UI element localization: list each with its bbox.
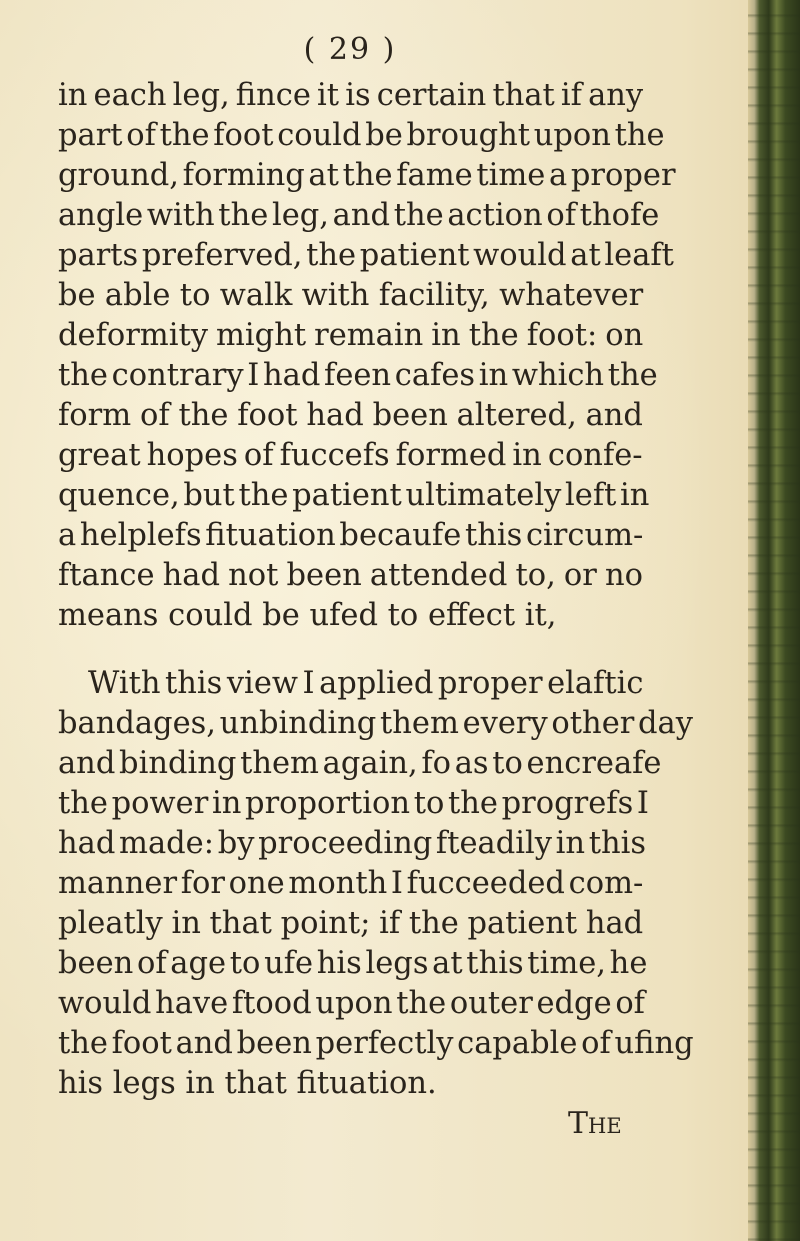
text-line: a helplefs fituation becaufe this circum- bbox=[58, 518, 644, 553]
text-line: quence, but the patient ultimately left in bbox=[58, 478, 650, 513]
text-line: be able to walk with facility, whatever bbox=[58, 278, 644, 313]
text-line: had made: by proceeding fteadily in this bbox=[58, 826, 647, 861]
book-binding-edge bbox=[748, 0, 800, 1241]
page-number: ( 29 ) bbox=[303, 32, 397, 67]
text-line: manner for one month I fucceeded com- bbox=[58, 866, 644, 901]
text-line: angle with the leg, and the action of thofe bbox=[58, 198, 660, 233]
catchword: The bbox=[568, 1106, 622, 1141]
text-line: the foot and been perfectly capable of ufing bbox=[58, 1026, 694, 1061]
text-line: parts preferved, the patient would at leaft bbox=[58, 238, 674, 273]
text-line: his legs in that fituation. bbox=[58, 1066, 437, 1101]
text-line: form of the foot had been altered, and bbox=[58, 398, 643, 433]
text-line: part of the foot could be brought upon the bbox=[58, 118, 665, 153]
text-line: With this view I applied proper elaftic bbox=[88, 666, 644, 701]
text-line: would have ftood upon the outer edge of bbox=[58, 986, 645, 1021]
text-line: ground, forming at the fame time a proper bbox=[58, 158, 676, 193]
text-line: and binding them again, fo as to encreafe bbox=[58, 746, 662, 781]
text-line: means could be ufed to effect it, bbox=[58, 598, 557, 633]
text-line: in each leg, fince it is certain that if any bbox=[58, 78, 644, 113]
text-line: ftance had not been attended to, or no bbox=[58, 558, 644, 593]
text-line: been of age to ufe his legs at this time, he bbox=[58, 946, 648, 981]
text-line: the contrary I had feen cafes in which the bbox=[58, 358, 658, 393]
text-line: great hopes of fuccefs formed in confe- bbox=[58, 438, 643, 473]
text-line: bandages, unbinding them every other day bbox=[58, 706, 693, 741]
text-line: the power in proportion to the progrefs I bbox=[58, 786, 649, 821]
text-line: pleatly in that point; if the patient had bbox=[58, 906, 644, 941]
text-line: deformity might remain in the foot: on bbox=[58, 318, 644, 353]
